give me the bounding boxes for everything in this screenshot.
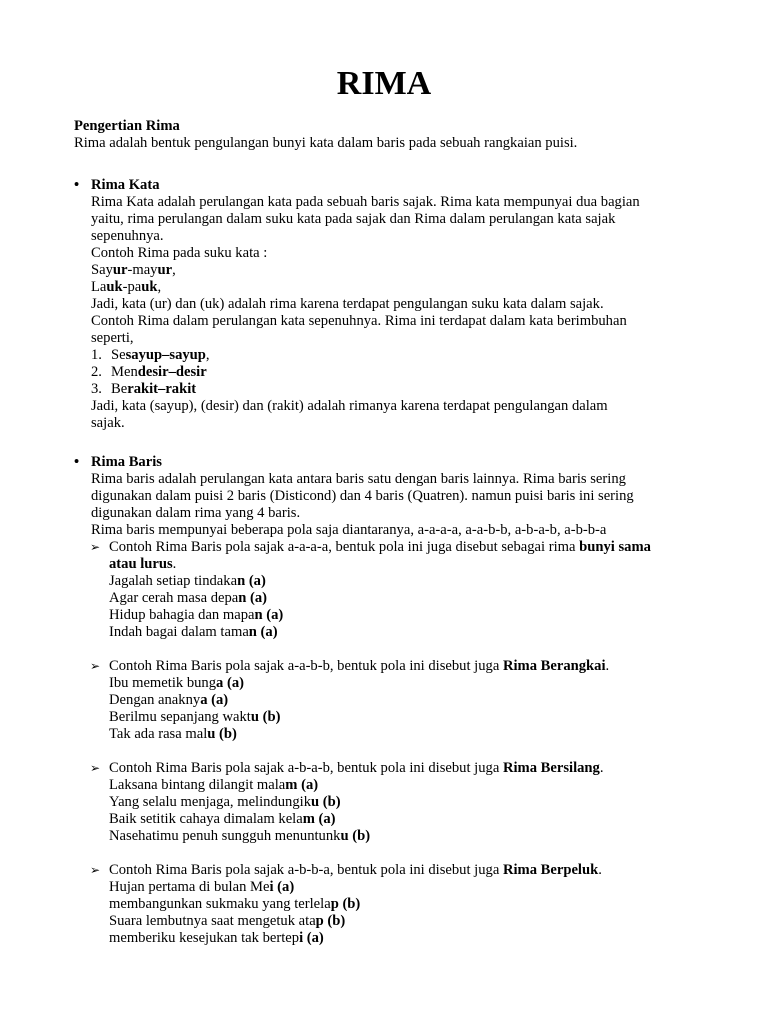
- conclusion-text: Jadi, kata (sayup), (desir) dan (rakit) adalah rimanya karena terdapat pengulangan dalam: [91, 398, 608, 414]
- rima-kata-heading: Rima Kata: [91, 177, 160, 193]
- poem-line: Dengan anaknya (a): [109, 692, 229, 708]
- example-text: ,: [157, 279, 162, 295]
- poem-line: Tak ada rasa malu (b): [109, 726, 237, 742]
- example-end: .: [598, 862, 602, 878]
- rima-baris-desc-line: digunakan dalam puisi 2 baris (Disticond) dan 4 baris (Quatren). namun puisi baris ini sering: [91, 488, 634, 504]
- item-number: 3.: [91, 381, 102, 397]
- item-number: 2.: [91, 364, 102, 380]
- rima-kata-body: [74, 194, 714, 432]
- rima-name: Rima Berpeluk: [502, 862, 599, 878]
- rima-kata-section: [74, 177, 714, 432]
- arrow-bullet-icon: ➢: [90, 659, 101, 673]
- poem-line: Hidup bahagia dan mapan (a): [109, 607, 284, 623]
- conclusion-text: sajak.: [91, 415, 125, 431]
- poem-line: membangunkan sukmaku yang terlelap (b): [109, 896, 361, 912]
- poem-line: Yang selalu menjaga, melindungiku (b): [109, 794, 341, 810]
- poem-line: Ibu memetik bunga (a): [109, 675, 244, 691]
- example-intro: Contoh Rima Baris pola sajak a-b-a-b, bentuk pola ini disebut juga: [109, 760, 503, 776]
- rima-baris-heading: Rima Baris: [91, 454, 162, 470]
- rima-baris-desc-line: digunakan dalam rima yang 4 baris.: [91, 505, 301, 521]
- rima-baris-section: [74, 454, 714, 947]
- example-rhyme: ur: [157, 262, 173, 278]
- poem-line: Nasehatimu penuh sungguh menuntunku (b): [109, 828, 371, 844]
- example-intro: Contoh Rima Baris pola sajak a-a-b-b, bentuk pola ini disebut juga: [109, 658, 503, 674]
- explanation-text: Contoh Rima dalam perulangan kata sepenuhnya. Rima ini terdapat dalam kata berimbuhan: [91, 313, 627, 329]
- rima-baris-header: [74, 454, 714, 471]
- example-text: La: [91, 279, 107, 295]
- numbered-item: [91, 347, 714, 364]
- example-lauk: [91, 279, 714, 296]
- intro-text: Rima adalah bentuk pengulangan bunyi kata dalam baris pada sebuah rangkaian puisi.: [74, 135, 578, 151]
- item-number: 1.: [91, 347, 102, 363]
- explanation-text: Jadi, kata (ur) dan (uk) adalah rima karena terdapat pengulangan suku kata dalam sajak.: [91, 296, 604, 312]
- example-aabb: [74, 658, 714, 743]
- poem-line: Suara lembutnya saat mengetuk atap (b): [109, 913, 346, 929]
- example-end: .: [172, 556, 177, 572]
- rima-name: atau lurus: [109, 556, 173, 572]
- item-prefix: Men: [111, 364, 138, 380]
- rima-kata-desc-line: Rima Kata adalah perulangan kata pada sebuah baris sajak. Rima kata mempunyai dua bagian: [91, 194, 640, 210]
- example-rhyme: uk: [141, 279, 158, 295]
- rima-name: Rima Bersilang: [502, 760, 600, 776]
- example-end: .: [599, 760, 604, 776]
- item-rhyme: desir–desir: [137, 364, 207, 380]
- example-intro: Contoh Rima Baris pola sajak a-b-b-a, bentuk pola ini disebut juga: [109, 862, 503, 878]
- rima-baris-body: [74, 471, 714, 539]
- example-abab: [74, 760, 714, 845]
- item-prefix: Se: [111, 347, 126, 363]
- example-text: Say: [91, 262, 113, 278]
- example-rhyme: ur: [112, 262, 128, 278]
- item-rhyme: sayup–sayup: [125, 347, 206, 363]
- rima-name: bunyi sama: [579, 539, 651, 555]
- arrow-bullet-icon: ➢: [90, 540, 101, 554]
- example-intro: Contoh Rima Baris pola sajak a-a-a-a, bentuk pola ini juga disebut sebagai rima: [109, 539, 580, 555]
- arrow-bullet-icon: ➢: [90, 863, 101, 877]
- example-rhyme: uk: [106, 279, 123, 295]
- intro-heading: Pengertian Rima: [74, 118, 180, 134]
- example-aaaa: [74, 539, 714, 641]
- intro-section: [74, 118, 714, 152]
- poem-line: Indah bagai dalam taman (a): [109, 624, 278, 640]
- example-sayur: [91, 262, 714, 279]
- bullet-icon: •: [74, 177, 80, 193]
- numbered-item: [91, 364, 714, 381]
- item-prefix: Be: [111, 381, 128, 397]
- rima-kata-desc-line: yaitu, rima perulangan dalam suku kata pada sajak dan Rima dalam perulangan kata sajak: [91, 211, 616, 227]
- example-text: -pa: [122, 279, 142, 295]
- item-suffix: ,: [205, 347, 210, 363]
- page-title: RIMA: [336, 65, 432, 102]
- poem-line: Jagalah setiap tindakan (a): [109, 573, 266, 589]
- poem-line: Laksana bintang dilangit malam (a): [109, 777, 319, 793]
- rima-baris-desc-line: Rima baris adalah perulangan kata antara baris satu dengan baris lainnya. Rima baris sering: [91, 471, 626, 487]
- example-end: .: [605, 658, 610, 674]
- poem-line: Agar cerah masa depan (a): [109, 590, 268, 606]
- rima-kata-header: [74, 177, 714, 194]
- explanation-text: seperti,: [91, 330, 134, 346]
- arrow-bullet-icon: ➢: [90, 761, 101, 775]
- rima-kata-desc-line: sepenuhnya.: [91, 228, 164, 244]
- item-rhyme: rakit–rakit: [127, 381, 197, 397]
- example-intro: Contoh Rima pada suku kata :: [91, 245, 268, 261]
- poem-line: Hujan pertama di bulan Mei (a): [109, 879, 295, 895]
- numbered-item: [91, 381, 714, 398]
- example-text: ,: [172, 262, 176, 278]
- example-abba: [74, 862, 714, 947]
- poem-line: Baik setitik cahaya dimalam kelam (a): [109, 811, 336, 827]
- rima-name: Rima Berangkai: [502, 658, 606, 674]
- example-text: -may: [127, 262, 158, 278]
- bullet-icon: •: [74, 454, 80, 470]
- patterns-text: Rima baris mempunyai beberapa pola saja diantaranya, a-a-a-a, a-a-b-b, a-b-a-b, a-b-b-a: [91, 522, 607, 538]
- poem-line: Berilmu sepanjang waktu (b): [109, 709, 281, 725]
- poem-line: memberiku kesejukan tak bertepi (a): [109, 930, 324, 946]
